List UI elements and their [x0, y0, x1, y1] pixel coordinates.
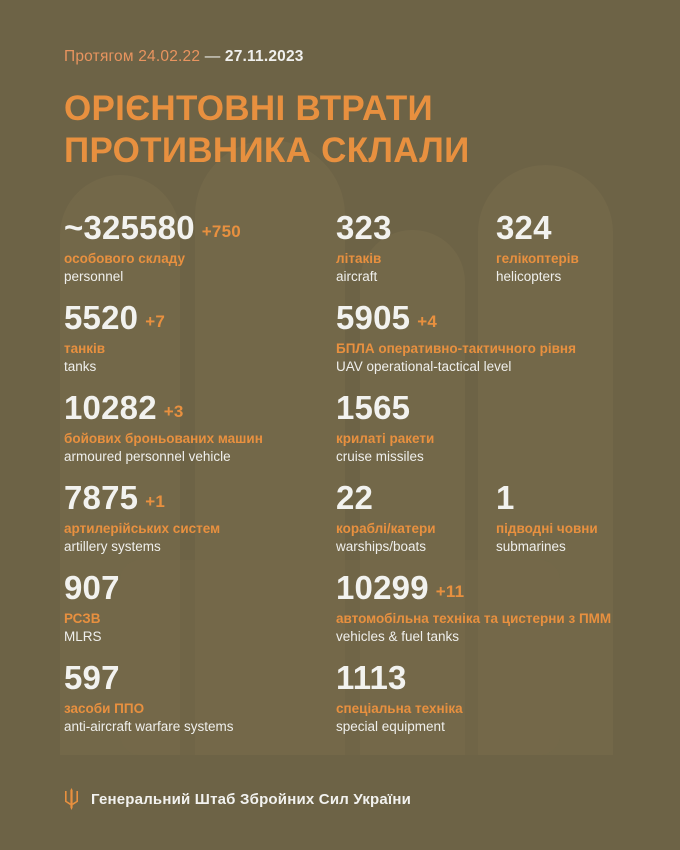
- stat-label-ua: спеціальна техніка: [336, 701, 463, 717]
- page-title-line-1: ОРІЄНТОВНІ ВТРАТИ: [64, 89, 433, 128]
- stat-row: [64, 391, 624, 465]
- stat-delta: +750: [201, 222, 241, 242]
- stat-row: [64, 661, 624, 735]
- stat-label-en: submarines: [496, 538, 566, 554]
- stat-label-ua: особового складу: [64, 251, 185, 267]
- stat-item-anti-aircraft-warfare-systems: [64, 661, 234, 734]
- stat-label-en: cruise missiles: [336, 448, 424, 464]
- stat-value: [64, 209, 241, 247]
- stat-label-ua: гелікоптерів: [496, 251, 579, 267]
- statistics-grid: [64, 211, 624, 735]
- stat-number: 1565: [336, 389, 411, 427]
- footer-organization-name: Генеральний Штаб Збройних Сил України: [91, 790, 412, 808]
- footer: [64, 788, 411, 810]
- period-end-date: 27.11.2023: [224, 48, 304, 65]
- stat-value: [336, 389, 434, 427]
- stat-label-ua: танків: [64, 341, 106, 357]
- stat-label-en: tanks: [64, 358, 97, 374]
- stat-number: 907: [64, 569, 120, 607]
- stat-number: 324: [496, 209, 552, 247]
- stat-label-en: warships/boats: [336, 538, 427, 554]
- stat-item-mlrs: [64, 571, 127, 644]
- stat-label-en: MLRS: [64, 628, 102, 644]
- stat-value: [336, 209, 399, 247]
- stat-delta: +11: [435, 582, 465, 602]
- stat-item-uav: [336, 301, 576, 374]
- stat-row: [64, 481, 624, 555]
- stat-value: [336, 299, 576, 337]
- stat-item-special-equipment: [336, 661, 463, 734]
- stat-item-cruise-missiles: [336, 391, 434, 464]
- period-dash: —: [204, 48, 221, 65]
- stat-value: [336, 479, 436, 517]
- stat-label-ua: крилаті ракети: [336, 431, 435, 447]
- stat-delta: +7: [145, 312, 166, 332]
- page-title: [64, 88, 624, 171]
- stat-item-artillery-systems: [64, 481, 220, 554]
- stat-value: [64, 389, 263, 427]
- stat-item-tanks: [64, 301, 165, 374]
- stat-label-en: vehicles & fuel tanks: [336, 628, 460, 644]
- stat-number: 22: [336, 479, 374, 517]
- stat-value: [496, 209, 579, 247]
- stat-number: 323: [336, 209, 392, 247]
- stat-label-en: armoured personnel vehicle: [64, 448, 231, 464]
- stat-item-submarines: [496, 481, 598, 554]
- stat-label-ua: підводні човни: [496, 521, 598, 537]
- stat-number: 1: [496, 479, 515, 517]
- stat-row: [64, 301, 624, 375]
- stat-number: 5520: [64, 299, 139, 337]
- stat-label-ua: РСЗВ: [64, 611, 101, 627]
- stat-item-personnel: [64, 211, 241, 284]
- stat-label-en: personnel: [64, 268, 124, 284]
- stat-label-en: UAV operational-tactical level: [336, 358, 512, 374]
- stat-label-en: helicopters: [496, 268, 562, 284]
- stat-value: [64, 569, 127, 607]
- stat-label-ua: кораблі/катери: [336, 521, 436, 537]
- stat-number: 5905: [336, 299, 411, 337]
- stat-label-ua: автомобільна техніка та цистерни з ПММ: [336, 611, 612, 627]
- stat-value: [336, 569, 611, 607]
- stat-row: [64, 211, 624, 285]
- stat-delta: +3: [163, 402, 184, 422]
- stat-number: 1113: [336, 659, 407, 697]
- trident-icon: [64, 788, 79, 810]
- stat-number: 10299: [336, 569, 429, 607]
- stat-label-ua: бойових броньованих машин: [64, 431, 263, 447]
- stat-item-aircraft: [336, 211, 399, 284]
- stat-label-ua: БПЛА оперативно-тактичного рівня: [336, 341, 576, 357]
- page-title-line-2: ПРОТИВНИКА СКЛАЛИ: [64, 130, 470, 170]
- stat-label-en: special equipment: [336, 718, 445, 734]
- stat-number: 7875: [64, 479, 139, 517]
- stat-value: [64, 299, 166, 337]
- stat-item-armoured-personnel-vehicle: [64, 391, 263, 464]
- stat-value: [496, 479, 598, 517]
- stat-delta: +4: [417, 312, 438, 332]
- stat-value: [336, 659, 463, 697]
- stat-number: 597: [64, 659, 120, 697]
- stat-label-en: artillery systems: [64, 538, 161, 554]
- stat-number: ~325580: [64, 209, 195, 247]
- stat-label-en: anti-aircraft warfare systems: [64, 718, 234, 734]
- stat-label-ua: засоби ППО: [64, 701, 145, 717]
- stat-number: 10282: [64, 389, 157, 427]
- stat-delta: +1: [145, 492, 166, 512]
- stat-value: [64, 659, 234, 697]
- reporting-period: [64, 48, 624, 66]
- stat-item-warships-boats: [336, 481, 436, 554]
- stat-label-ua: літаків: [336, 251, 382, 267]
- stat-label-en: aircraft: [336, 268, 378, 284]
- stat-value: [64, 479, 220, 517]
- stat-item-vehicles-fuel-tanks: [336, 571, 611, 644]
- stat-label-ua: артилерійських систем: [64, 521, 221, 537]
- stat-item-helicopters: [496, 211, 579, 284]
- stat-row: [64, 571, 624, 645]
- period-prefix: Протягом 24.02.22: [64, 48, 201, 65]
